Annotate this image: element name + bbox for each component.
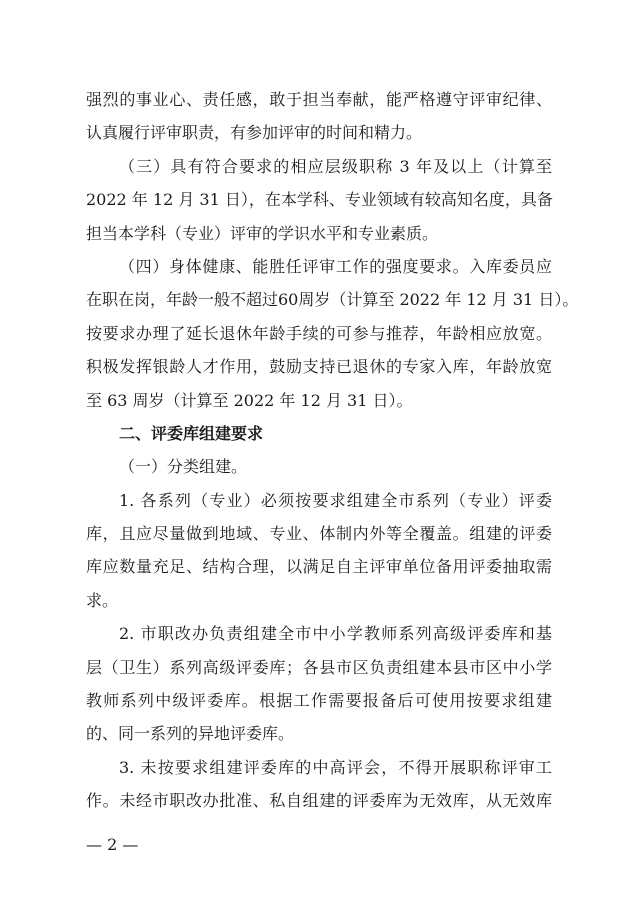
text-line: 强烈的事业心、责任感，敢于担当奉献，能严格遵守评审纪律、 bbox=[86, 90, 552, 109]
page-number: — 2 — bbox=[86, 835, 139, 854]
subsection-heading: （一）分类组建。 bbox=[119, 457, 248, 477]
text-line: 作。未经市职改办批准、私自组建的评委库为无效库，从无效库 bbox=[86, 791, 552, 811]
text-line: 担当本学科（专业）评审的学识水平和专业素质。 bbox=[86, 223, 439, 243]
text-line: 认真履行评审职责，有参加评审的时间和精力。 bbox=[86, 123, 423, 143]
text-line: 层（卫生）系列高级评委库；各县市区负责组建本县市区中小学 bbox=[86, 657, 552, 677]
text-line: 库应数量充足、结构合理，以满足自主评审单位备用评委抽取需 bbox=[86, 557, 552, 577]
text-line: 1. 各系列（专业）必须按要求组建全市系列（专业）评委 bbox=[119, 490, 552, 510]
document-body bbox=[86, 83, 579, 818]
text-line: 3. 未按要求组建评委库的中高评会，不得开展职称评审工 bbox=[119, 757, 552, 777]
text-line: 按要求办理了延长退休年龄手续的可参与推荐，年龄相应放宽。 bbox=[86, 323, 552, 343]
text-line: 在职在岗，年龄一般不超过60周岁（计算至 2022 年 12 月 31 日）。 bbox=[86, 290, 579, 310]
section-heading: 二、评委库组建要求 bbox=[119, 423, 264, 443]
text-line: 的、同一系列的异地评委库。 bbox=[86, 724, 295, 744]
text-line: 库，且应尽量做到地域、专业、体制内外等全覆盖。组建的评委 bbox=[86, 524, 552, 544]
text-line: 求。 bbox=[86, 590, 119, 610]
text-line: 2. 市职改办负责组建全市中小学教师系列高级评委库和基 bbox=[119, 624, 552, 644]
text-line: 至 63 周岁（计算至 2022 年 12 月 31 日）。 bbox=[86, 390, 413, 410]
text-line: （四）身体健康、能胜任评审工作的强度要求。入库委员应 bbox=[119, 256, 552, 276]
text-line: （三）具有符合要求的相应层级职称 3 年及以上（计算至 bbox=[119, 156, 552, 176]
text-line: 教师系列中级评委库。根据工作需要报备后可使用按要求组建 bbox=[86, 691, 552, 711]
text-line: 2022 年 12 月 31 日），在本学科、专业领域有较高知名度，具备 bbox=[86, 190, 553, 210]
text-line: 积极发挥银龄人才作用，鼓励支持已退休的专家入库，年龄放宽 bbox=[86, 357, 552, 377]
